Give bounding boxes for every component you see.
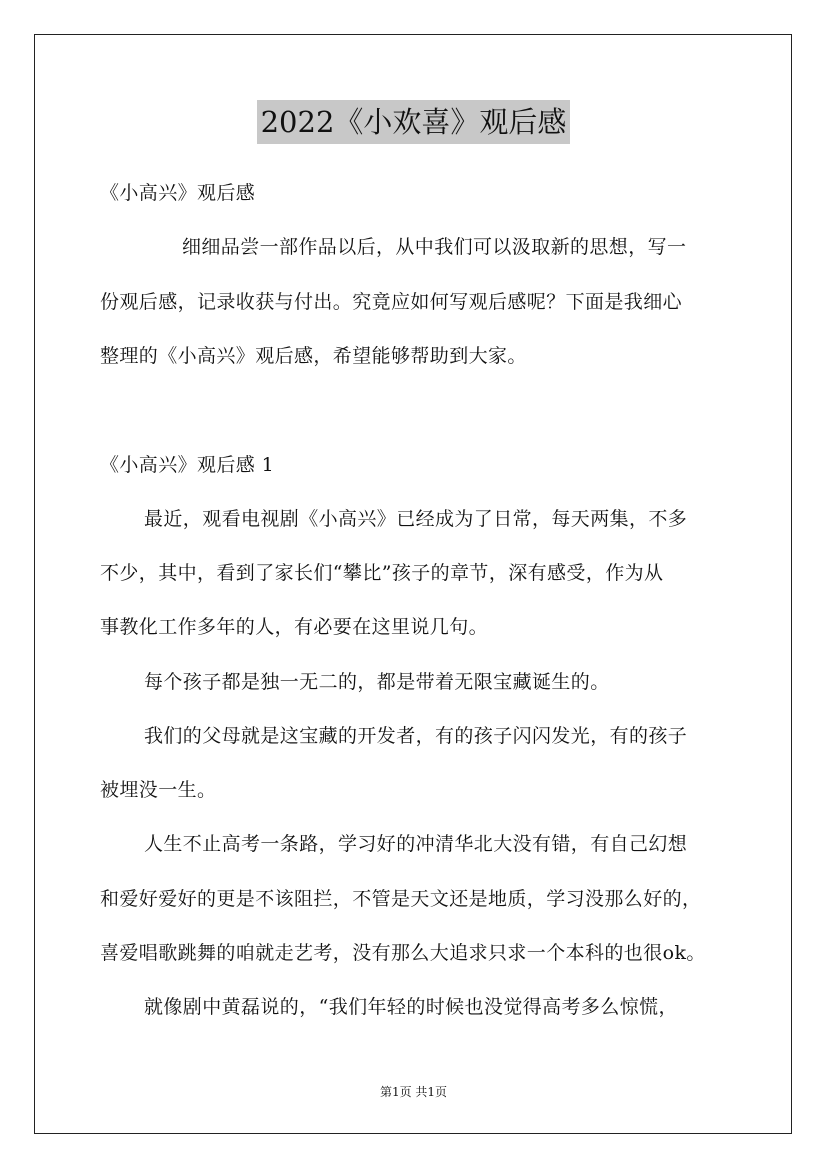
intro-paragraph-line: 份观后感，记录收获与付出。究竟应如何写观后感呢？下面是我细心: [100, 291, 683, 313]
intro-heading: 《小高兴》观后感: [100, 182, 256, 204]
body-paragraph-line: 每个孩子都是独一无二的，都是带着无限宝藏诞生的。: [144, 671, 610, 693]
document-title: 2022《小欢喜》观后感: [257, 100, 571, 144]
body-paragraph-line: 被埋没一生。: [100, 779, 217, 801]
body-paragraph-line: 最近，观看电视剧《小高兴》已经成为了日常，每天两集，不多: [144, 508, 688, 530]
body-paragraph-line: 喜爱唱歌跳舞的咱就走艺考，没有那么大追求只求一个本科的也很ok。: [100, 942, 706, 964]
body-paragraph-line: 和爱好爱好的更是不该阻拦，不管是天文还是地质，学习没那么好的，: [100, 888, 702, 910]
body-paragraph-line: 事教化工作多年的人，有必要在这里说几句。: [100, 616, 489, 638]
body-paragraph-line: 我们的父母就是这宝藏的开发者，有的孩子闪闪发光，有的孩子: [144, 725, 688, 747]
document-title-wrap: [0, 100, 827, 144]
section-heading: 《小高兴》观后感 1: [100, 454, 275, 476]
body-paragraph-line: 人生不止高考一条路，学习好的冲清华北大没有错，有自己幻想: [144, 833, 688, 855]
body-paragraph-line: 不少，其中，看到了家长们“攀比”孩子的章节，深有感受，作为从: [100, 562, 664, 584]
page-footer: 第1页 共1页: [379, 1085, 448, 1099]
intro-paragraph-line: 细细品尝一部作品以后，从中我们可以汲取新的思想，写一: [182, 236, 687, 258]
body-paragraph-line: 就像剧中黄磊说的，“我们年轻的时候也没觉得高考多么惊慌，: [144, 996, 678, 1018]
intro-paragraph-line: 整理的《小高兴》观后感，希望能够帮助到大家。: [100, 345, 527, 367]
